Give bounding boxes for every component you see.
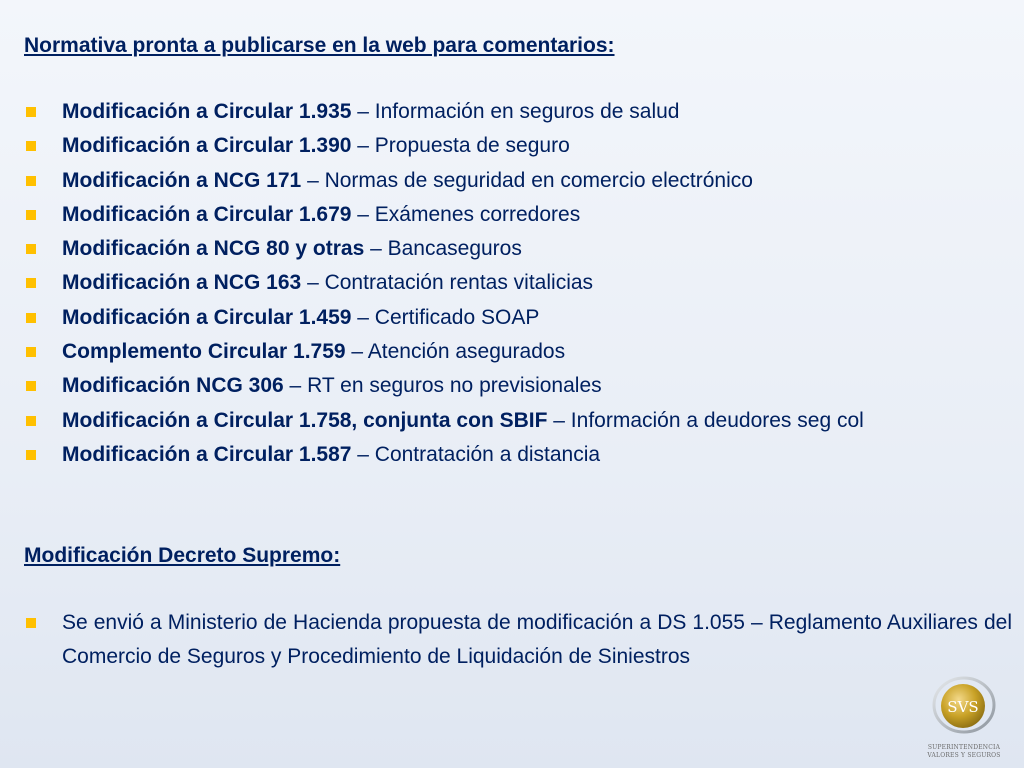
square-bullet-icon [26, 176, 36, 186]
list-item [24, 234, 1012, 268]
item-description: – Certificado SOAP [351, 305, 540, 329]
item-title: Modificación a Circular 1.587 [62, 442, 352, 466]
list-item [24, 200, 1012, 234]
list-item [24, 97, 1012, 131]
item-description: – Información a deudores seg col [547, 408, 864, 432]
list-item [24, 268, 1012, 302]
square-bullet-icon [26, 450, 36, 460]
logo-caption-line2: VALORES Y SEGUROS [927, 752, 1001, 759]
list-item [24, 131, 1012, 165]
item-title: Modificación a Circular 1.459 [62, 305, 352, 329]
item-title: Modificación a NCG 171 [62, 168, 302, 192]
list-item [24, 606, 1012, 674]
item-description: – Contratación a distancia [351, 442, 601, 466]
item-description: – Exámenes corredores [351, 202, 581, 226]
square-bullet-icon [26, 381, 36, 391]
svs-logo [924, 672, 1004, 762]
item-description: – Información en seguros de salud [351, 100, 680, 123]
decreto-list [24, 606, 1012, 674]
section-heading-normativa: Normativa pronta a publicarse en la web para comentarios: [24, 34, 615, 57]
list-item [24, 440, 1012, 474]
item-text: Se envió a Ministerio de Hacienda propuesta de modificación a DS 1.055 – Reglamento Auxiliares del Comercio de Seguros y Procedimiento de Liquidación de Siniestros [62, 611, 1012, 668]
item-title: Modificación a NCG 80 y otras [62, 237, 365, 261]
section-heading-decreto: Modificación Decreto Supremo: [24, 544, 341, 567]
item-title: Modificación a Circular 1.390 [62, 134, 352, 158]
item-title: Modificación a Circular 1.935 [62, 100, 352, 123]
item-description: – Atención asegurados [345, 340, 566, 364]
item-description: – Bancaseguros [364, 237, 522, 261]
normativa-list [24, 97, 1012, 474]
list-item [24, 166, 1012, 200]
item-description: – Normas de seguridad en comercio electrónico [301, 168, 753, 192]
square-bullet-icon [26, 244, 36, 254]
list-item [24, 406, 1012, 440]
square-bullet-icon [26, 347, 36, 357]
square-bullet-icon [26, 416, 36, 426]
logo-caption [924, 744, 1004, 760]
square-bullet-icon [26, 141, 36, 151]
item-description: – RT en seguros no previsionales [283, 374, 602, 398]
square-bullet-icon [26, 618, 36, 628]
square-bullet-icon [26, 278, 36, 288]
item-description: – Contratación rentas vitalicias [301, 271, 594, 295]
list-item [24, 303, 1012, 337]
logo-caption-line1: SUPERINTENDENCIA [927, 744, 1001, 751]
item-title: Modificación NCG 306 [62, 374, 284, 398]
logo-emblem-text: SVS [947, 698, 979, 716]
item-title: Modificación a Circular 1.758, conjunta con SBIF [62, 408, 548, 432]
list-item [24, 337, 1012, 371]
item-title: Modificación a NCG 163 [62, 271, 302, 295]
svs-logo-icon [932, 672, 996, 736]
item-title: Complemento Circular 1.759 [62, 340, 346, 364]
list-item [24, 371, 1012, 405]
square-bullet-icon [26, 107, 36, 117]
square-bullet-icon [26, 210, 36, 220]
item-title: Modificación a Circular 1.679 [62, 202, 352, 226]
square-bullet-icon [26, 313, 36, 323]
item-description: – Propuesta de seguro [351, 134, 570, 158]
